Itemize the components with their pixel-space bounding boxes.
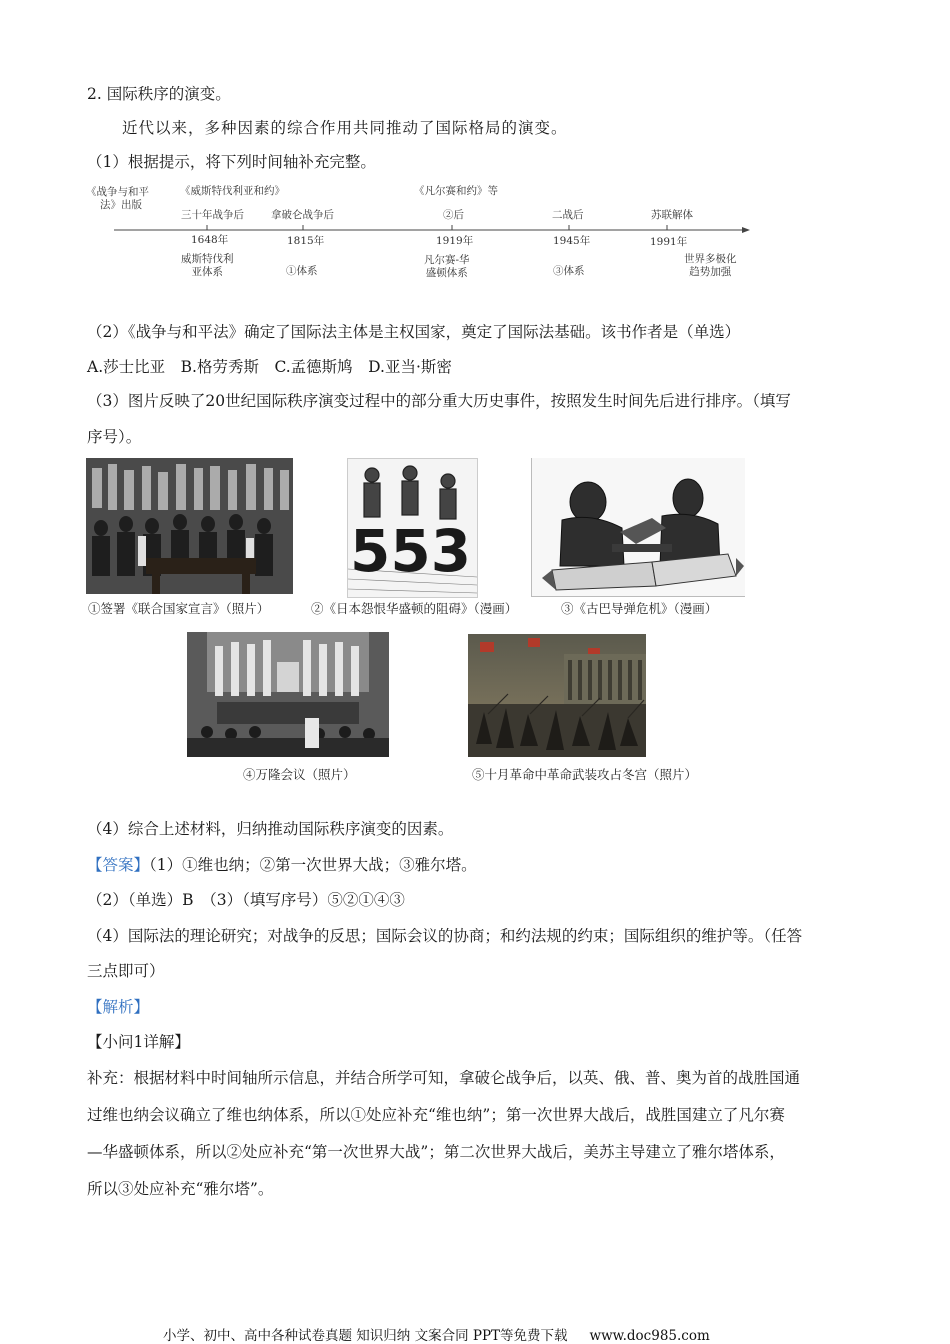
explanation-line: 过维也纳会议确立了维也纳体系，所以①处应补充“维也纳”；第一次世界大战后，战胜国建立了凡尔赛 bbox=[87, 1106, 785, 1124]
intro-text: 近代以来，多种因素的综合作用共同推动了国际格局的演变。 bbox=[122, 119, 568, 137]
footer bbox=[163, 1324, 710, 1344]
question-2-options: A.莎士比亚 B.格劳秀斯 C.孟德斯鸠 D.亚当·斯密 bbox=[87, 358, 452, 376]
timeline-year: 1991年 bbox=[650, 236, 688, 248]
answer-4-line2: 三点即可） bbox=[87, 962, 165, 980]
timeline-event: 苏联解体 bbox=[651, 209, 693, 221]
cartoon-553-drawing bbox=[348, 459, 477, 597]
caption-4: ④万隆会议（照片） bbox=[243, 767, 356, 782]
photo-bandung-conference bbox=[187, 632, 389, 757]
timeline-system: 凡尔赛-华 盛顿体系 bbox=[424, 254, 470, 279]
question-2: （2）《战争与和平法》确定了国际法主体是主权国家，奠定了国际法基础。该书作者是（单选） bbox=[87, 323, 741, 341]
answer-tag: 【答案】 bbox=[87, 856, 150, 874]
explanation-line: 所以③处应补充“雅尔塔”。 bbox=[87, 1180, 274, 1198]
timeline-event: 三十年战争后 bbox=[181, 209, 244, 221]
timeline-system: 威斯特伐利 亚体系 bbox=[181, 253, 234, 278]
timeline-event: 拿破仑战争后 bbox=[271, 209, 334, 221]
timeline-treaty-label: 《威斯特伐利亚和约》 bbox=[180, 185, 285, 197]
timeline-system: 世界多极化 趋势加强 bbox=[684, 253, 737, 278]
timeline-versailles-label: 《凡尔赛和约》等 bbox=[414, 185, 498, 197]
timeline-book-label: 《战争与和平 法》出版 bbox=[86, 186, 149, 211]
cartoon-number: 553 bbox=[350, 517, 472, 585]
photo-un-declaration bbox=[86, 458, 293, 594]
cartoon-cuban-missile-crisis bbox=[531, 458, 745, 597]
section-title: 2. 国际秩序的演变。 bbox=[87, 85, 231, 103]
question-3-line1: （3）图片反映了20世纪国际秩序演变过程中的部分重大历史事件，按照发生时间先后进行排序。（填写 bbox=[87, 392, 791, 410]
photo-october-revolution bbox=[468, 634, 646, 757]
explanation-line: —华盛顿体系，所以②处应补充“第一次世界大战”；第二次世界大战后，美苏主导建立了雅尔塔体系， bbox=[87, 1143, 785, 1161]
arm-wrestling-drawing bbox=[532, 458, 745, 596]
winter-palace-painting bbox=[468, 634, 646, 757]
timeline-event: ②后 bbox=[443, 209, 464, 221]
timeline-year: 1648年 bbox=[191, 234, 229, 246]
conference-scene-image bbox=[187, 632, 389, 757]
timeline-system: ①体系 bbox=[286, 265, 318, 277]
caption-1: ①签署《联合国家宣言》（照片） bbox=[88, 601, 270, 616]
signing-scene-image bbox=[86, 458, 293, 594]
analysis-tag: 【解析】 bbox=[87, 998, 150, 1016]
answer-1: （1）①维也纳；②第一次世界大战；③雅尔塔。 bbox=[149, 856, 477, 874]
answer-4-line1: （4）国际法的理论研究；对战争的反思；国际会议的协商；和约法规的约束；国际组织的维护等。（任答 bbox=[87, 927, 803, 945]
caption-3: ③《古巴导弹危机》（漫画） bbox=[561, 601, 718, 616]
answer-2: （2）（单选）B （3）（填写序号）⑤②①④③ bbox=[87, 891, 405, 909]
footer-text: 小学、初中、高中各种试卷真题 知识归纳 文案合同 PPT等免费下载 bbox=[163, 1328, 568, 1344]
caption-5: ⑤十月革命中革命武装攻占冬宫（照片） bbox=[472, 767, 698, 782]
explanation-line: 补充：根据材料中时间轴所示信息，并结合所学可知，拿破仑战争后，以英、俄、普、奥为首的战胜国通 bbox=[87, 1069, 801, 1087]
question-3-line2: 序号）。 bbox=[87, 428, 142, 446]
sub-question-1-heading: 【小问1详解】 bbox=[87, 1033, 190, 1051]
timeline-year: 1945年 bbox=[553, 235, 591, 247]
caption-2: ②《日本怨恨华盛顿的阻碍》（漫画） bbox=[311, 601, 518, 616]
timeline-event: 二战后 bbox=[552, 209, 584, 221]
timeline-year: 1815年 bbox=[287, 235, 325, 247]
footer-site-link[interactable]: www.doc985.com bbox=[589, 1328, 710, 1344]
answer-1-row bbox=[87, 855, 477, 875]
question-1: （1）根据提示，将下列时间轴补充完整。 bbox=[87, 153, 376, 171]
timeline-system: ③体系 bbox=[553, 265, 585, 277]
question-4: （4）综合上述材料，归纳推动国际秩序演变的因素。 bbox=[87, 820, 454, 838]
cartoon-553 bbox=[347, 458, 478, 598]
timeline-year: 1919年 bbox=[436, 235, 474, 247]
